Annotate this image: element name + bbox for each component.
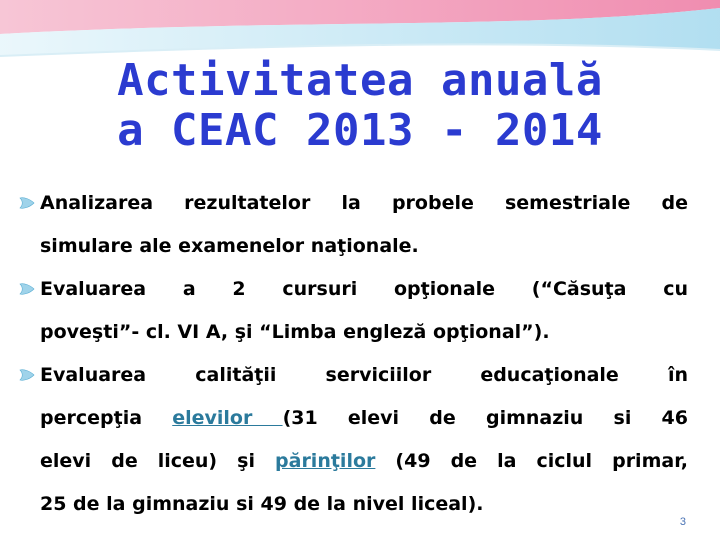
bullet-3-line-2-pre: percepţia — [40, 407, 173, 429]
bullet-3-line-3 — [18, 440, 688, 483]
bullet-1-line-2: simulare ale examenelor naţionale. — [40, 235, 419, 257]
title-line-2: a CEAC 2013 - 2014 — [117, 105, 603, 156]
title-line-1: Activitatea anuală — [117, 55, 603, 106]
bullet-3-line-2-post: (31 elevi de gimnaziu si 46 — [282, 407, 688, 429]
bullet-item — [18, 354, 688, 526]
bullet-2-line-2: poveşti”- cl. VI A, şi “Limba engleză opţional”). — [40, 321, 550, 343]
bullet-marker-icon — [18, 280, 36, 298]
bullet-3-line-1: Evaluarea calităţii serviciilor educaţionale în — [40, 364, 688, 386]
parintilor-link[interactable]: părinţilor — [275, 450, 376, 472]
bullet-3-line-3-pre: elevi de liceu) şi — [40, 450, 276, 472]
elevilor-link[interactable]: elevilor — [172, 407, 283, 429]
bullet-3-line-4: 25 de la gimnaziu si 49 de la nivel liceal). — [40, 493, 484, 515]
bullet-item — [18, 182, 688, 268]
bullet-3-line-3-post: (49 de la ciclul primar, — [375, 450, 688, 472]
bullet-marker-icon — [18, 194, 36, 212]
bullet-3-line-2 — [18, 397, 688, 440]
bullet-list — [18, 182, 688, 526]
slide-title — [0, 56, 720, 156]
bullet-2-line-1: Evaluarea a 2 cursuri opţionale (“Căsuţa cu — [40, 278, 688, 300]
bullet-1-line-1: Analizarea rezultatelor la probele semestriale de — [40, 192, 688, 214]
bullet-marker-icon — [18, 366, 36, 384]
page-number: 3 — [679, 516, 686, 528]
bullet-item — [18, 268, 688, 354]
